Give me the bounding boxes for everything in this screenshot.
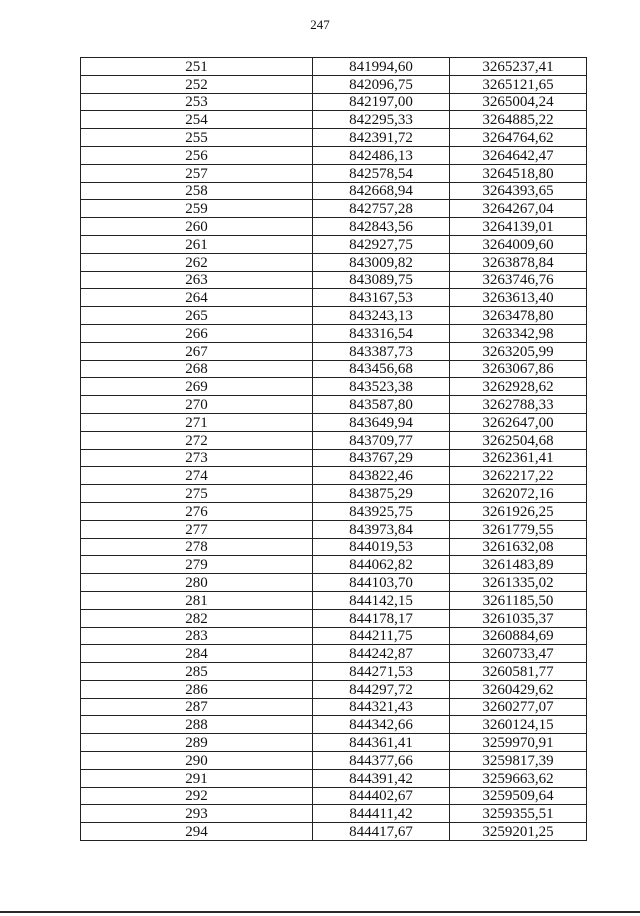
table-row <box>81 413 587 431</box>
point-number-cell: 254 <box>81 111 313 129</box>
point-number-cell: 252 <box>81 75 313 93</box>
table-row <box>81 769 587 787</box>
page-bottom-border <box>0 911 640 913</box>
coordinates-table <box>80 57 587 841</box>
table-row <box>81 93 587 111</box>
coordinates-table-body <box>81 58 587 841</box>
y-coordinate-cell: 3265237,41 <box>450 58 587 76</box>
x-coordinate-cell: 841994,60 <box>313 58 450 76</box>
y-coordinate-cell: 3263342,98 <box>450 324 587 342</box>
point-number-cell: 285 <box>81 663 313 681</box>
table-row <box>81 396 587 414</box>
table-row <box>81 235 587 253</box>
page-number: 247 <box>310 17 330 32</box>
point-number-cell: 268 <box>81 360 313 378</box>
table-row <box>81 360 587 378</box>
y-coordinate-cell: 3260733,47 <box>450 645 587 663</box>
x-coordinate-cell: 843822,46 <box>313 467 450 485</box>
y-coordinate-cell: 3262072,16 <box>450 485 587 503</box>
table-row <box>81 591 587 609</box>
table-row <box>81 58 587 76</box>
point-number-cell: 275 <box>81 485 313 503</box>
point-number-cell: 292 <box>81 787 313 805</box>
point-number-cell: 278 <box>81 538 313 556</box>
x-coordinate-cell: 844142,15 <box>313 591 450 609</box>
x-coordinate-cell: 844019,53 <box>313 538 450 556</box>
y-coordinate-cell: 3262504,68 <box>450 431 587 449</box>
x-coordinate-cell: 843973,84 <box>313 520 450 538</box>
x-coordinate-cell: 843925,75 <box>313 502 450 520</box>
y-coordinate-cell: 3262217,22 <box>450 467 587 485</box>
table-row <box>81 752 587 770</box>
y-coordinate-cell: 3261926,25 <box>450 502 587 520</box>
y-coordinate-cell: 3261632,08 <box>450 538 587 556</box>
table-row <box>81 164 587 182</box>
y-coordinate-cell: 3263205,99 <box>450 342 587 360</box>
table-row <box>81 307 587 325</box>
y-coordinate-cell: 3264267,04 <box>450 200 587 218</box>
x-coordinate-cell: 844391,42 <box>313 769 450 787</box>
point-number-cell: 282 <box>81 609 313 627</box>
table-row <box>81 538 587 556</box>
y-coordinate-cell: 3259201,25 <box>450 823 587 841</box>
point-number-cell: 269 <box>81 378 313 396</box>
table-row <box>81 502 587 520</box>
x-coordinate-cell: 842197,00 <box>313 93 450 111</box>
x-coordinate-cell: 843243,13 <box>313 307 450 325</box>
y-coordinate-cell: 3263067,86 <box>450 360 587 378</box>
point-number-cell: 293 <box>81 805 313 823</box>
table-row <box>81 271 587 289</box>
point-number-cell: 262 <box>81 253 313 271</box>
y-coordinate-cell: 3264764,62 <box>450 129 587 147</box>
point-number-cell: 265 <box>81 307 313 325</box>
y-coordinate-cell: 3261335,02 <box>450 574 587 592</box>
x-coordinate-cell: 842578,54 <box>313 164 450 182</box>
table-row <box>81 253 587 271</box>
x-coordinate-cell: 844402,67 <box>313 787 450 805</box>
y-coordinate-cell: 3260429,62 <box>450 680 587 698</box>
table-row <box>81 520 587 538</box>
y-coordinate-cell: 3261779,55 <box>450 520 587 538</box>
table-row <box>81 182 587 200</box>
table-row <box>81 449 587 467</box>
y-coordinate-cell: 3262647,00 <box>450 413 587 431</box>
x-coordinate-cell: 843009,82 <box>313 253 450 271</box>
x-coordinate-cell: 843709,77 <box>313 431 450 449</box>
x-coordinate-cell: 844361,41 <box>313 734 450 752</box>
x-coordinate-cell: 844342,66 <box>313 716 450 734</box>
point-number-cell: 261 <box>81 235 313 253</box>
y-coordinate-cell: 3260124,15 <box>450 716 587 734</box>
table-row <box>81 680 587 698</box>
y-coordinate-cell: 3263478,80 <box>450 307 587 325</box>
x-coordinate-cell: 844377,66 <box>313 752 450 770</box>
table-row <box>81 200 587 218</box>
table-row <box>81 609 587 627</box>
x-coordinate-cell: 844297,72 <box>313 680 450 698</box>
x-coordinate-cell: 842486,13 <box>313 146 450 164</box>
x-coordinate-cell: 844062,82 <box>313 556 450 574</box>
point-number-cell: 272 <box>81 431 313 449</box>
point-number-cell: 287 <box>81 698 313 716</box>
y-coordinate-cell: 3259817,39 <box>450 752 587 770</box>
y-coordinate-cell: 3262361,41 <box>450 449 587 467</box>
x-coordinate-cell: 842843,56 <box>313 218 450 236</box>
y-coordinate-cell: 3264642,47 <box>450 146 587 164</box>
table-row <box>81 467 587 485</box>
y-coordinate-cell: 3259355,51 <box>450 805 587 823</box>
table-row <box>81 787 587 805</box>
x-coordinate-cell: 844321,43 <box>313 698 450 716</box>
point-number-cell: 286 <box>81 680 313 698</box>
table-row <box>81 342 587 360</box>
point-number-cell: 267 <box>81 342 313 360</box>
x-coordinate-cell: 843456,68 <box>313 360 450 378</box>
point-number-cell: 256 <box>81 146 313 164</box>
table-row <box>81 574 587 592</box>
table-row <box>81 146 587 164</box>
y-coordinate-cell: 3264393,65 <box>450 182 587 200</box>
x-coordinate-cell: 843587,80 <box>313 396 450 414</box>
point-number-cell: 283 <box>81 627 313 645</box>
table-row <box>81 218 587 236</box>
x-coordinate-cell: 844103,70 <box>313 574 450 592</box>
point-number-cell: 276 <box>81 502 313 520</box>
table-row <box>81 129 587 147</box>
y-coordinate-cell: 3265121,65 <box>450 75 587 93</box>
point-number-cell: 279 <box>81 556 313 574</box>
x-coordinate-cell: 842757,28 <box>313 200 450 218</box>
x-coordinate-cell: 842668,94 <box>313 182 450 200</box>
x-coordinate-cell: 843523,38 <box>313 378 450 396</box>
point-number-cell: 273 <box>81 449 313 467</box>
x-coordinate-cell: 844178,17 <box>313 609 450 627</box>
point-number-cell: 274 <box>81 467 313 485</box>
table-row <box>81 111 587 129</box>
y-coordinate-cell: 3261483,89 <box>450 556 587 574</box>
table-row <box>81 324 587 342</box>
y-coordinate-cell: 3262928,62 <box>450 378 587 396</box>
x-coordinate-cell: 842096,75 <box>313 75 450 93</box>
table-row <box>81 823 587 841</box>
point-number-cell: 263 <box>81 271 313 289</box>
point-number-cell: 260 <box>81 218 313 236</box>
y-coordinate-cell: 3260581,77 <box>450 663 587 681</box>
table-row <box>81 627 587 645</box>
point-number-cell: 277 <box>81 520 313 538</box>
x-coordinate-cell: 843316,54 <box>313 324 450 342</box>
x-coordinate-cell: 842391,72 <box>313 129 450 147</box>
x-coordinate-cell: 844242,87 <box>313 645 450 663</box>
y-coordinate-cell: 3260277,07 <box>450 698 587 716</box>
y-coordinate-cell: 3263878,84 <box>450 253 587 271</box>
point-number-cell: 281 <box>81 591 313 609</box>
x-coordinate-cell: 843167,53 <box>313 289 450 307</box>
y-coordinate-cell: 3264139,01 <box>450 218 587 236</box>
x-coordinate-cell: 843387,73 <box>313 342 450 360</box>
table-row <box>81 378 587 396</box>
point-number-cell: 270 <box>81 396 313 414</box>
table-row <box>81 805 587 823</box>
x-coordinate-cell: 842295,33 <box>313 111 450 129</box>
x-coordinate-cell: 843649,94 <box>313 413 450 431</box>
point-number-cell: 288 <box>81 716 313 734</box>
y-coordinate-cell: 3263746,76 <box>450 271 587 289</box>
y-coordinate-cell: 3262788,33 <box>450 396 587 414</box>
y-coordinate-cell: 3264518,80 <box>450 164 587 182</box>
point-number-cell: 290 <box>81 752 313 770</box>
y-coordinate-cell: 3263613,40 <box>450 289 587 307</box>
y-coordinate-cell: 3264009,60 <box>450 235 587 253</box>
y-coordinate-cell: 3259663,62 <box>450 769 587 787</box>
table-row <box>81 716 587 734</box>
y-coordinate-cell: 3265004,24 <box>450 93 587 111</box>
point-number-cell: 255 <box>81 129 313 147</box>
point-number-cell: 271 <box>81 413 313 431</box>
point-number-cell: 257 <box>81 164 313 182</box>
table-row <box>81 485 587 503</box>
x-coordinate-cell: 843089,75 <box>313 271 450 289</box>
y-coordinate-cell: 3259970,91 <box>450 734 587 752</box>
table-row <box>81 663 587 681</box>
y-coordinate-cell: 3264885,22 <box>450 111 587 129</box>
y-coordinate-cell: 3261035,37 <box>450 609 587 627</box>
point-number-cell: 258 <box>81 182 313 200</box>
point-number-cell: 266 <box>81 324 313 342</box>
table-row <box>81 289 587 307</box>
table-row <box>81 556 587 574</box>
y-coordinate-cell: 3261185,50 <box>450 591 587 609</box>
table-row <box>81 645 587 663</box>
table-row <box>81 698 587 716</box>
point-number-cell: 291 <box>81 769 313 787</box>
point-number-cell: 289 <box>81 734 313 752</box>
x-coordinate-cell: 844417,67 <box>313 823 450 841</box>
y-coordinate-cell: 3260884,69 <box>450 627 587 645</box>
x-coordinate-cell: 842927,75 <box>313 235 450 253</box>
table-row <box>81 75 587 93</box>
x-coordinate-cell: 843875,29 <box>313 485 450 503</box>
y-coordinate-cell: 3259509,64 <box>450 787 587 805</box>
point-number-cell: 251 <box>81 58 313 76</box>
x-coordinate-cell: 844411,42 <box>313 805 450 823</box>
point-number-cell: 264 <box>81 289 313 307</box>
point-number-cell: 253 <box>81 93 313 111</box>
x-coordinate-cell: 844211,75 <box>313 627 450 645</box>
point-number-cell: 259 <box>81 200 313 218</box>
point-number-cell: 294 <box>81 823 313 841</box>
x-coordinate-cell: 843767,29 <box>313 449 450 467</box>
x-coordinate-cell: 844271,53 <box>313 663 450 681</box>
table-row <box>81 431 587 449</box>
table-row <box>81 734 587 752</box>
point-number-cell: 284 <box>81 645 313 663</box>
point-number-cell: 280 <box>81 574 313 592</box>
